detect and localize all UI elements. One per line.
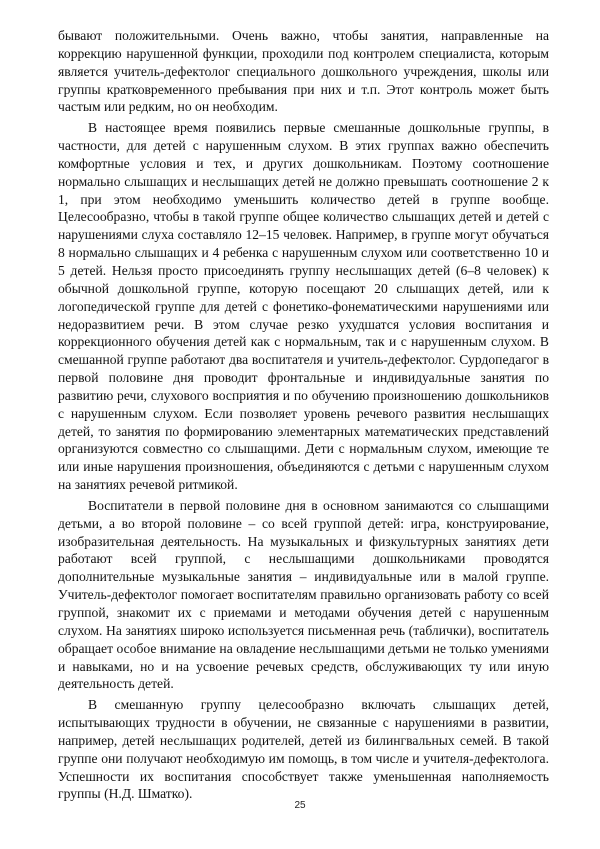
paragraph-mixed-groups: В настоящее время появились первые смешанные дошкольные группы, в частности, для детей с нарушенным слухом. В этих группах важно обеспечить комфортные условия и тех, и других дошкольникам. Поэтому соотношение нормально слышащих и неслышащих детей не должно превышать соотношение 2 к 1, при этом необходимо уменьшить количество детей в группе вообще. Целесообразно, чтобы в такой группе общее количество слышащих детей и детей с нарушениями слуха составляло 12–15 человек. Например, в группе могут обучаться 8 нормально слышащих и 4 ребенка с нарушенным слухом или соответственно 10 и 5 детей. Нельзя просто присоединять группу неслышащих детей (6–8 человек) к обычной дошкольной группе, которую посещают 20 слышащих детей, или к логопедической группе для детей с фонетико-фонематическими нарушениями или недоразвитием речи. В этом случае резко ухудшатся условия воспитания и коррекционного обучения детей как с нормальным, так и с нарушенным слухом. В смешанной группе работают два воспитателя и учитель-дефектолог. Сурдопедагог в первой половине дня проводит фронтальные и индивидуальные занятия по развитию речи, слухового восприятия и по обучению произношению дошкольников с нарушенным слухом. Если позволяет уровень речевого развития неслышащих детей, то занятия по формированию элементарных математических представлений организуются совместно со слышащими. Дети с нормальным слухом, имеющие те или иные нарушения произношения, объединяются с детьми с нарушенным слухом на занятиях речевой ритмикой.	[58, 120, 549, 493]
paragraph-hearing-children: В смешанную группу целесообразно включать слышащих детей, испытывающих трудности в обучении, не связанные с нарушениями в развитии, например, детей неслышащих родителей, детей из билингвальных семей. В такой группе они получают необходимую им помощь, в том числе и учителя-дефектолога. Успешности их воспитания способствует также уменьшенная наполняемость группы (Н.Д. Шматко).	[58, 697, 549, 802]
paragraph-educators: Воспитатели в первой половине дня в основном занимаются со слышащими детьми, а во второй половине – со всей группой детей: игра, конструирование, изобразительная деятельность. На музыкальных и физкультурных занятиях дети работают всей группой, с неслышащими дошкольниками проводятся дополнительные музыкальные занятия – индивидуальные или в малой группе. Учитель-дефектолог помогает воспитателям правильно организовать работу со всей группой, знакомит их с приемами и методами обучения детей с нарушенным слухом. На занятиях широко используется письменная речь (таблички), воспитатель обращает особое внимание на овладение неслышащими детьми не только умениями и навыками, но и на усвоение речевых средств, обслуживающих ту или иную деятельность детей.	[58, 497, 549, 692]
page-number: 25	[294, 800, 306, 811]
paragraph-continuation: бывают положительными. Очень важно, чтобы занятия, направленные на коррекцию нарушенной функции, проходили под контролем специалиста, которым является учитель-дефектолог специального дошкольного учреждения, школы или группы кратковременного пребывания при них и т.п. Этот контроль может быть частым или редким, но он необходим.	[58, 28, 549, 115]
